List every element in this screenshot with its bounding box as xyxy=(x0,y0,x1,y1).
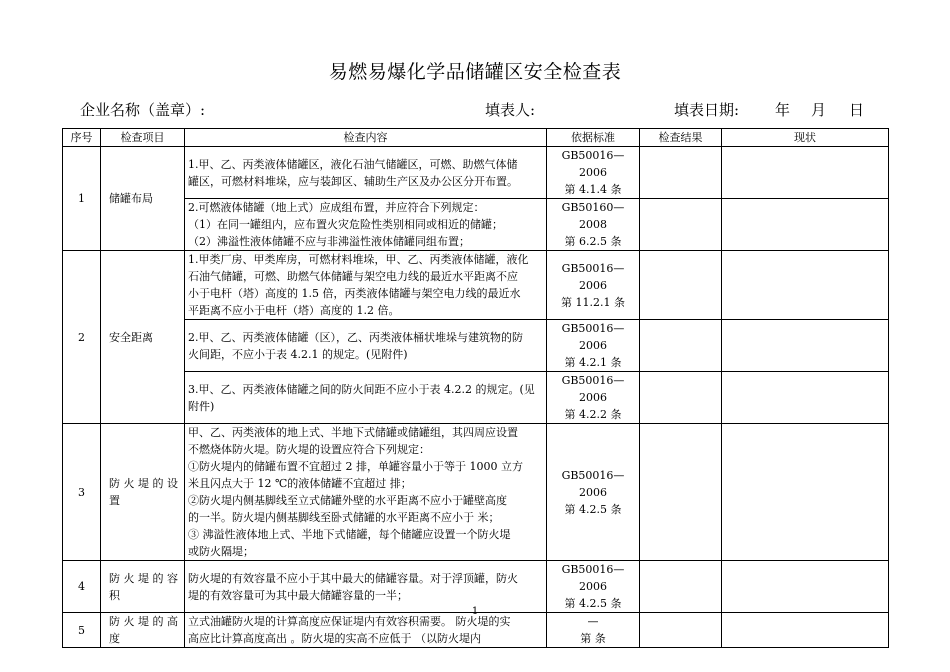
row-number: 4 xyxy=(63,561,101,613)
table-row xyxy=(63,147,889,199)
row-number: 5 xyxy=(63,613,101,648)
table-header-row xyxy=(63,129,889,147)
result-cell[interactable] xyxy=(640,251,722,320)
check-content: 3.甲、乙、丙类液体储罐之间的防火间距不应小于表 4.2.2 的规定。(见 附件) xyxy=(185,372,547,424)
standard-ref: GB50160—2008 第 6.2.5 条 xyxy=(547,199,640,251)
page-number: 1 xyxy=(471,606,479,617)
filler-label: 填表人: xyxy=(485,101,536,119)
row-number: 3 xyxy=(63,424,101,561)
standard-ref: GB50016—2006 第 11.2.1 条 xyxy=(547,251,640,320)
check-item: 防 火 堤 的 设 置 xyxy=(101,424,185,561)
check-item: 安全距离 xyxy=(101,251,185,424)
check-content: 2.甲、乙、丙类液体储罐（区），乙、丙类液体桶状堆垛与建筑物的防 火间距，不应小于表 4.2.1 的规定。(见附件) xyxy=(185,320,547,372)
result-cell[interactable] xyxy=(640,613,722,648)
status-cell[interactable] xyxy=(722,320,889,372)
check-content: 防火堤的有效容量不应小于其中最大的储罐容量。对于浮顶罐，防火 堤的有效容量可为其中最大储罐容量的一半； xyxy=(185,561,547,613)
company-name-label: 企业名称（盖章）: xyxy=(80,101,206,119)
check-item: 储罐布局 xyxy=(101,147,185,251)
fill-date-label: 填表日期: xyxy=(674,101,740,119)
result-cell[interactable] xyxy=(640,372,722,424)
check-content: 2.可燃液体储罐（地上式）应成组布置，并应符合下列规定： （1）在同一罐组内，应布置火灾危险性类别相同或相近的储罐； （2）沸溢性液体储罐不应与非沸溢性液体储罐同组布置； xyxy=(185,199,547,251)
row-number: 2 xyxy=(63,251,101,424)
date-day-label: 日 xyxy=(849,101,865,119)
header-item: 检查项目 xyxy=(101,129,185,147)
header-status: 现状 xyxy=(722,129,889,147)
page-title: 易燃易爆化学品储罐区安全检查表 xyxy=(328,61,622,83)
standard-ref: GB50016—2006 第 4.2.5 条 xyxy=(547,561,640,613)
header-result: 检查结果 xyxy=(640,129,722,147)
table-row xyxy=(63,424,889,561)
result-cell[interactable] xyxy=(640,320,722,372)
status-cell[interactable] xyxy=(722,424,889,561)
check-item: 防 火 堤 的 高 度 xyxy=(101,613,185,648)
result-cell[interactable] xyxy=(640,561,722,613)
header-standard: 依据标准 xyxy=(547,129,640,147)
check-content: 1.甲类厂房、甲类库房，可燃材料堆垛，甲、乙、丙类液体储罐，液化 石油气储罐，可燃、助燃气体储罐与架空电力线的最近水平距离不应 小于电杆（塔）高度的 1.5 倍，丙类液体储罐与架空电力线的最近水 平距离不应小于电杆（塔）高度的 1.2 倍。 xyxy=(185,251,547,320)
result-cell[interactable] xyxy=(640,199,722,251)
inspection-table xyxy=(62,128,889,648)
date-month-label: 月 xyxy=(811,101,827,119)
standard-ref: GB50016—2006 第 4.2.5 条 xyxy=(547,424,640,561)
standard-ref: GB50016—2006 第 4.2.1 条 xyxy=(547,320,640,372)
date-year-label: 年 xyxy=(775,101,791,119)
header-content: 检查内容 xyxy=(185,129,547,147)
status-cell[interactable] xyxy=(722,561,889,613)
table-row xyxy=(63,613,889,648)
table-row xyxy=(63,320,889,372)
result-cell[interactable] xyxy=(640,424,722,561)
standard-ref: GB50016—2006 第 4.2.2 条 xyxy=(547,372,640,424)
table-row xyxy=(63,372,889,424)
table-row xyxy=(63,251,889,320)
check-content: 立式油罐防火堤的计算高度应保证堤内有效容积需要。 防火堤的实 高应比计算高度高出 。防火堤的实高不应低于 （以防火堤内 xyxy=(185,613,547,648)
status-cell[interactable] xyxy=(722,199,889,251)
table-row xyxy=(63,199,889,251)
check-content: 甲、乙、丙类液体的地上式、半地下式储罐或储罐组，其四周应设置 不燃烧体防火堤。防火堤的设置应符合下列规定： ①防火堤内的储罐布置不宜超过 2 排，单罐容量小于等于 1000 立方 米且闪点大于 12 ℃的液体储罐不宜超过 排； ②防火堤内侧基脚线至立式储罐外壁的水平距离不应小于罐壁高度 的一半。防火堤内侧基脚线至卧式储罐的水平距离不应小于 米； ③ 沸溢性液体地上式、半地下式储罐，每个储罐应设置一个防火堤 或防火隔堤； xyxy=(185,424,547,561)
status-cell[interactable] xyxy=(722,613,889,648)
standard-ref: — 第 条 xyxy=(547,613,640,648)
status-cell[interactable] xyxy=(722,147,889,199)
header-no: 序号 xyxy=(63,129,101,147)
table-row xyxy=(63,561,889,613)
check-item: 防 火 堤 的 容 积 xyxy=(101,561,185,613)
check-content: 1.甲、乙、丙类液体储罐区，液化石油气储罐区，可燃、助燃气体储 罐区，可燃材料堆垛，应与装卸区、辅助生产区及办公区分开布置。 xyxy=(185,147,547,199)
status-cell[interactable] xyxy=(722,372,889,424)
status-cell[interactable] xyxy=(722,251,889,320)
standard-ref: GB50016—2006 第 4.1.4 条 xyxy=(547,147,640,199)
row-number: 1 xyxy=(63,147,101,251)
result-cell[interactable] xyxy=(640,147,722,199)
